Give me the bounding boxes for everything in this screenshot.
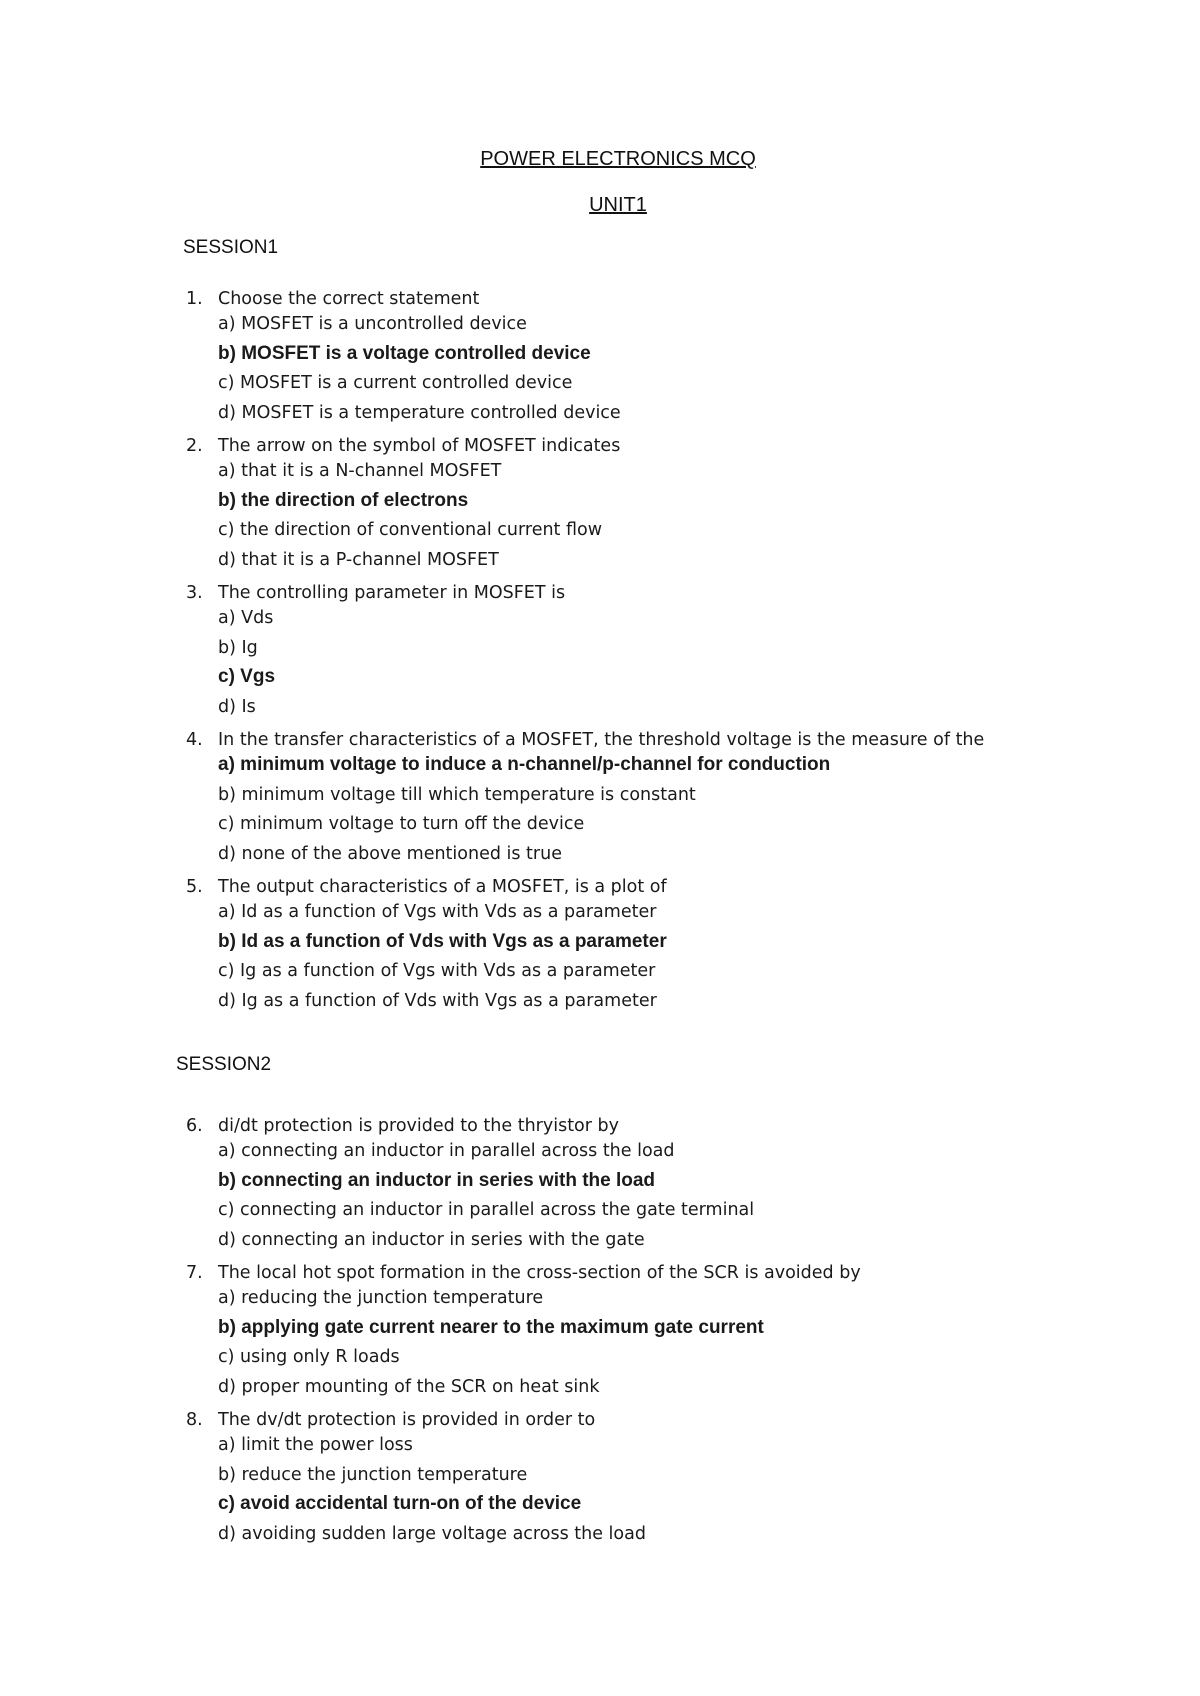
session-heading: SESSION2	[176, 1054, 272, 1075]
question-number: 8.	[186, 1410, 203, 1430]
answer-option: c) using only R loads	[218, 1347, 400, 1368]
answer-option: d) none of the above mentioned is true	[218, 843, 562, 864]
document-title: POWER ELECTRONICS MCQ	[480, 148, 756, 170]
answer-option-correct: c) avoid accidental turn-on of the device	[218, 1493, 582, 1515]
question-text: The local hot spot formation in the cross-section of the SCR is avoided by	[218, 1263, 861, 1283]
answer-option: c) MOSFET is a current controlled device	[218, 373, 573, 394]
answer-option: b) Ig	[218, 637, 258, 658]
answer-option: a) MOSFET is a uncontrolled device	[218, 314, 527, 335]
answer-option: d) proper mounting of the SCR on heat sink	[218, 1376, 600, 1397]
session-heading: SESSION1	[183, 237, 279, 258]
answer-option: a) Id as a function of Vgs with Vds as a parameter	[218, 902, 657, 923]
answer-option: a) limit the power loss	[218, 1435, 413, 1456]
answer-option: c) Ig as a function of Vgs with Vds as a parameter	[218, 961, 656, 982]
answer-option: c) minimum voltage to turn off the device	[218, 814, 585, 835]
answer-option-correct: b) Id as a function of Vds with Vgs as a parameter	[218, 930, 667, 952]
answer-option-correct: a) minimum voltage to induce a n-channel/p-channel for conduction	[218, 754, 831, 776]
answer-option: b) reduce the junction temperature	[218, 1464, 528, 1485]
question-text: The dv/dt protection is provided in order to	[218, 1410, 596, 1430]
question-text: The controlling parameter in MOSFET is	[218, 583, 566, 603]
question-text: The arrow on the symbol of MOSFET indicates	[218, 436, 621, 456]
question-number: 7.	[186, 1263, 203, 1283]
answer-option: d) that it is a P-channel MOSFET	[218, 549, 499, 570]
question-text: Choose the correct statement	[218, 289, 480, 309]
answer-option: a) that it is a N-channel MOSFET	[218, 461, 502, 482]
answer-option: d) MOSFET is a temperature controlled device	[218, 402, 621, 423]
question-number: 3.	[186, 583, 203, 603]
answer-option-correct: b) MOSFET is a voltage controlled device	[218, 342, 591, 364]
question-number: 2.	[186, 436, 203, 456]
answer-option: d) Is	[218, 696, 256, 717]
answer-option: d) connecting an inductor in series with the gate	[218, 1229, 645, 1250]
answer-option-correct: b) the direction of electrons	[218, 489, 469, 511]
answer-option-correct: b) connecting an inductor in series with the load	[218, 1169, 656, 1191]
answer-option: d) avoiding sudden large voltage across the load	[218, 1523, 646, 1544]
answer-option: d) Ig as a function of Vds with Vgs as a parameter	[218, 990, 657, 1011]
question-number: 5.	[186, 877, 203, 897]
answer-option: a) connecting an inductor in parallel across the load	[218, 1141, 675, 1162]
answer-option: a) reducing the junction temperature	[218, 1288, 544, 1309]
answer-option: c) connecting an inductor in parallel across the gate terminal	[218, 1200, 755, 1221]
answer-option: c) the direction of conventional current flow	[218, 520, 603, 541]
unit-heading: UNIT1	[589, 194, 647, 216]
question-text: In the transfer characteristics of a MOSFET, the threshold voltage is the measure of the	[218, 730, 985, 750]
answer-option: a) Vds	[218, 608, 274, 629]
answer-option-correct: c) Vgs	[218, 666, 276, 688]
answer-option-correct: b) applying gate current nearer to the maximum gate current	[218, 1316, 764, 1338]
question-number: 6.	[186, 1116, 203, 1136]
question-text: The output characteristics of a MOSFET, is a plot of	[218, 877, 667, 897]
question-text: di/dt protection is provided to the thryistor by	[218, 1116, 619, 1136]
question-number: 1.	[186, 289, 203, 309]
question-number: 4.	[186, 730, 203, 750]
answer-option: b) minimum voltage till which temperature is constant	[218, 784, 696, 805]
